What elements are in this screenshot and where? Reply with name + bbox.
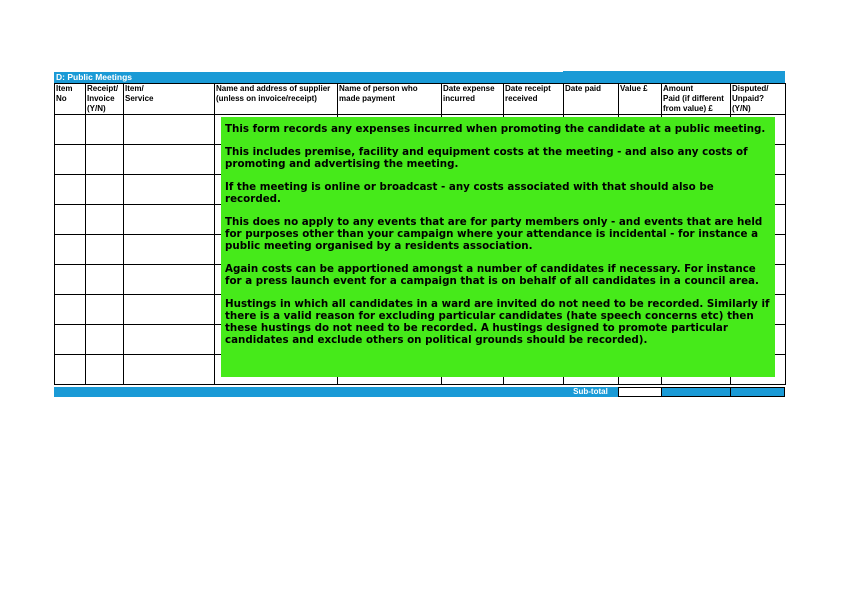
table-cell[interactable] bbox=[124, 175, 215, 205]
col-amount-paid: Amount Paid (if different from value) £ bbox=[662, 84, 731, 115]
table-cell[interactable] bbox=[86, 145, 124, 175]
subtotal-disputed-cell[interactable] bbox=[730, 387, 785, 397]
table-cell[interactable] bbox=[86, 295, 124, 325]
table-cell[interactable] bbox=[55, 355, 86, 385]
table-cell[interactable] bbox=[86, 325, 124, 355]
col-item-no: Item No bbox=[55, 84, 86, 115]
note-paragraph: Hustings in which all candidates in a ward are invited do not need to be recorded. Similarly if there is a valid reason for excluding particular candidates (hate speech concerns etc) then these hustings do not need to be recorded. A hustings designed to promote particular candidates and exclude others on political grounds should be recorded). bbox=[225, 298, 770, 346]
table-cell[interactable] bbox=[86, 115, 124, 145]
header-row bbox=[55, 84, 786, 115]
table-cell[interactable] bbox=[86, 205, 124, 235]
table-cell[interactable] bbox=[55, 175, 86, 205]
col-value: Value £ bbox=[619, 84, 662, 115]
table-cell[interactable] bbox=[55, 265, 86, 295]
table-cell[interactable] bbox=[86, 265, 124, 295]
table-cell[interactable] bbox=[124, 295, 215, 325]
table-cell[interactable] bbox=[55, 235, 86, 265]
table-cell[interactable] bbox=[55, 115, 86, 145]
table-cell[interactable] bbox=[55, 145, 86, 175]
table-cell[interactable] bbox=[55, 325, 86, 355]
subtotal-amount-cell[interactable] bbox=[661, 387, 731, 397]
col-payer: Name of person who made payment bbox=[338, 84, 442, 115]
table-cell[interactable] bbox=[86, 355, 124, 385]
guidance-note bbox=[221, 117, 775, 377]
subtotal-value-cell[interactable] bbox=[618, 387, 662, 397]
section-title: D: Public Meetings bbox=[54, 72, 785, 83]
table-cell[interactable] bbox=[55, 205, 86, 235]
table-cell[interactable] bbox=[124, 145, 215, 175]
note-paragraph: If the meeting is online or broadcast - any costs associated with that should also be recorded. bbox=[225, 181, 714, 205]
subtotal-label: Sub-total bbox=[573, 387, 608, 396]
col-receipt-invoice: Receipt/ Invoice (Y/N) bbox=[86, 84, 124, 115]
col-item-service: Item/ Service bbox=[124, 84, 215, 115]
note-paragraph: This includes premise, facility and equipment costs at the meeting - and also any costs of promoting and advertising the meeting. bbox=[225, 146, 748, 170]
col-date-receipt: Date receipt received bbox=[504, 84, 564, 115]
table-cell[interactable] bbox=[124, 355, 215, 385]
table-cell[interactable] bbox=[86, 175, 124, 205]
table-cell[interactable] bbox=[124, 205, 215, 235]
col-date-incurred: Date expense incurred bbox=[442, 84, 504, 115]
col-disputed: Disputed/ Unpaid? (Y/N) bbox=[731, 84, 786, 115]
table-cell[interactable] bbox=[124, 325, 215, 355]
note-paragraph: Again costs can be apportioned amongst a number of candidates if necessary. For instance for a press launch event for a campaign that is on behalf of all candidates in a council area. bbox=[225, 263, 759, 287]
table-cell[interactable] bbox=[86, 235, 124, 265]
col-date-paid: Date paid bbox=[564, 84, 619, 115]
note-paragraph: This form records any expenses incurred when promoting the candidate at a public meeting. bbox=[225, 123, 766, 135]
table-cell[interactable] bbox=[55, 295, 86, 325]
table-cell[interactable] bbox=[124, 115, 215, 145]
subtotal-bar bbox=[54, 387, 785, 397]
table-cell[interactable] bbox=[124, 235, 215, 265]
table-cell[interactable] bbox=[124, 265, 215, 295]
note-paragraph: This does no apply to any events that are for party members only - and events that are held for purposes other than your campaign where your attendance is incidental - for instance a public meeting organised by a residents association. bbox=[225, 216, 763, 252]
col-supplier: Name and address of supplier (unless on invoice/receipt) bbox=[215, 84, 338, 115]
